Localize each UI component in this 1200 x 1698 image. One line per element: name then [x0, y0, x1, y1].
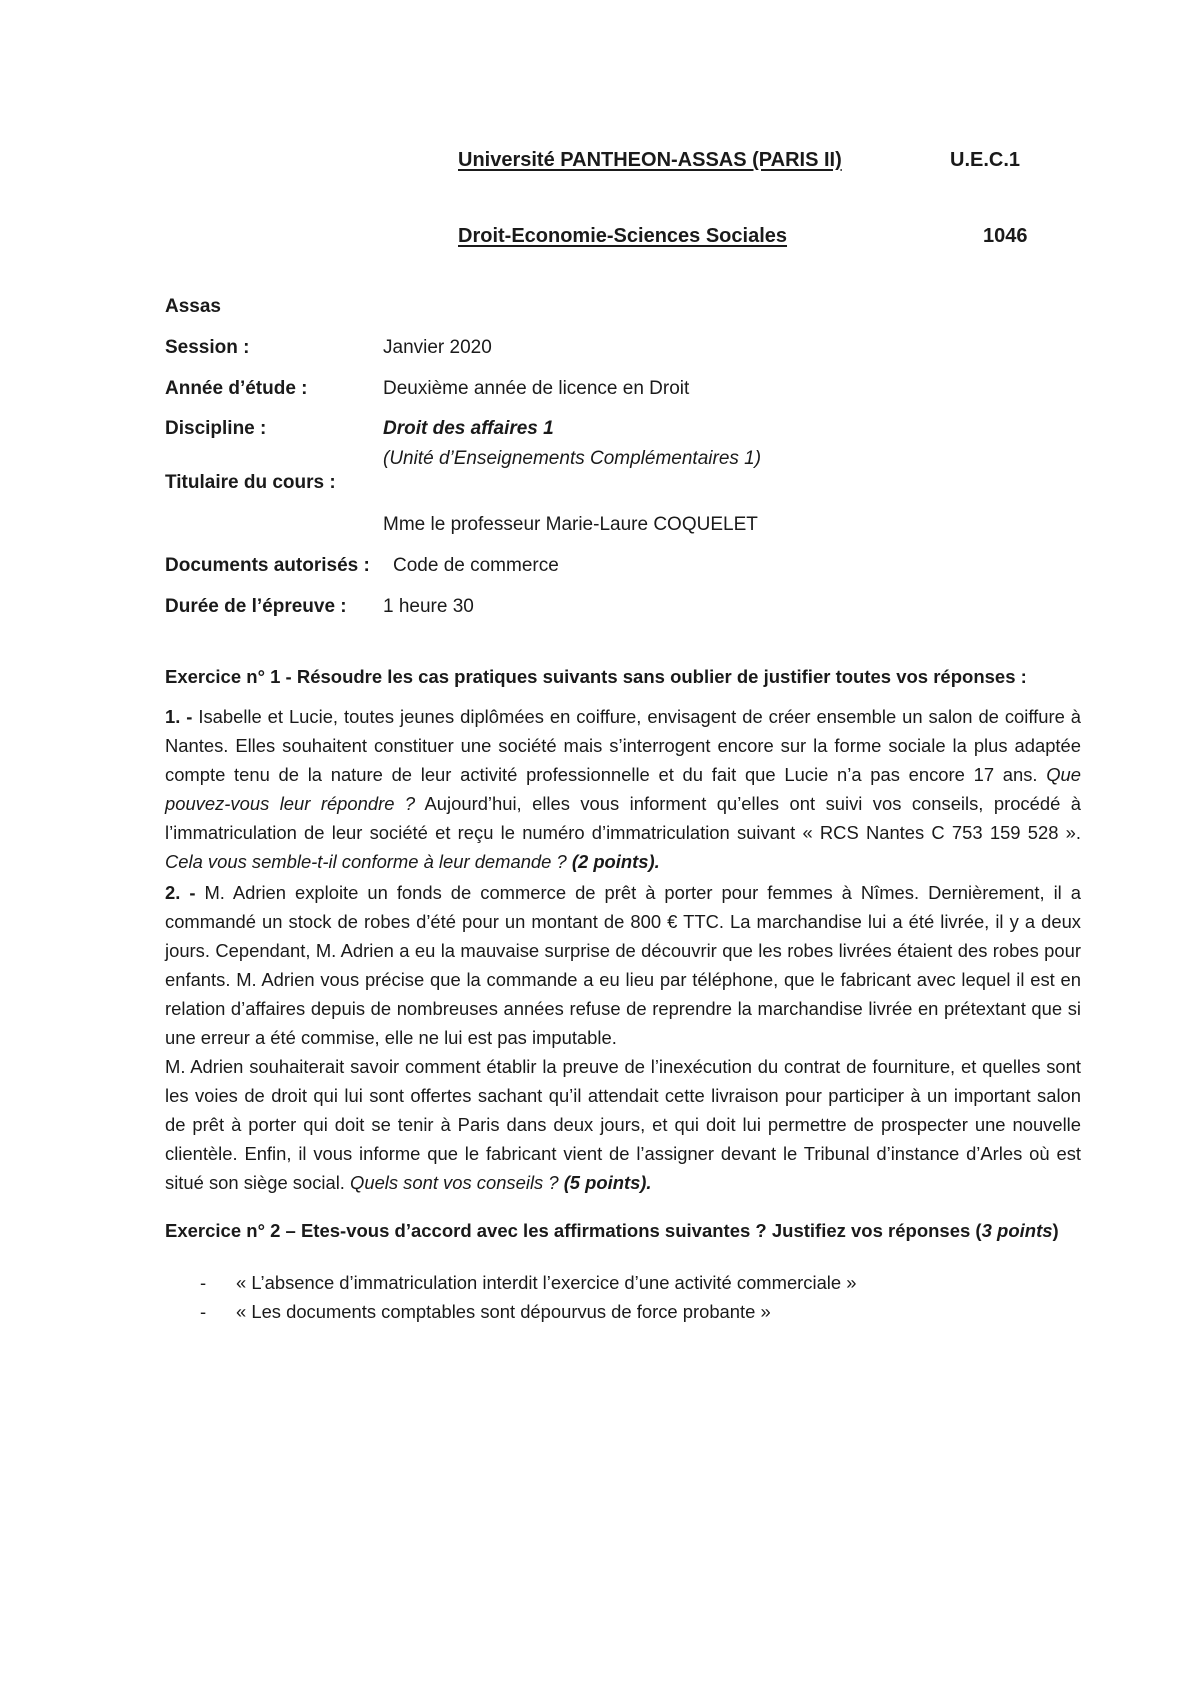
case-2-number: 2. - [165, 882, 196, 903]
duration-label: Durée de l’épreuve : [165, 596, 347, 617]
course-code: U.E.C.1 [950, 149, 1021, 171]
case-2-text: M. Adrien exploite un fonds de commerce de prêt à porter pour femmes à Nîmes. Dernièrement, il a commandé un stock de robes d’été pour un montant de 800 € TTC. La marchandise lui a été livrée, il y a deux jours. Cependant, M. Adrien a eu la mauvaise surprise de découvrir que les robes livrées étaient des robes pour enfants. M. Adrien vous précise que la commande a eu lieu par téléphone, que le fabricant avec lequel il est en relation d’affaires depuis de nombreuses années refuse de reprendre la marchandise livrée en prétextant que si une erreur a été commise, elle ne lui est pas imputable. [165, 882, 1081, 1048]
session-value: Janvier 2020 [383, 337, 492, 358]
teacher-value: Mme le professeur Marie-Laure COQUELET [383, 514, 758, 535]
exercise-2-title-text: Exercice n° 2 – Etes-vous d’accord avec les affirmations suivantes ? Justifiez vos réponses ( [165, 1220, 982, 1241]
case-1-question-b: Cela vous semble-t-il conforme à leur demande ? [165, 851, 567, 872]
exercise-2-title [165, 1220, 1059, 1242]
list-item [200, 1268, 856, 1297]
teacher-label: Titulaire du cours : [165, 472, 336, 493]
exercise-1-case-1 [165, 702, 1081, 876]
year-label: Année d’étude : [165, 378, 308, 399]
case-1-points: (2 points). [571, 851, 660, 872]
discipline-value: Droit des affaires 1 [383, 418, 554, 439]
case-1-text-a: Isabelle et Lucie, toutes jeunes diplômées en coiffure, envisagent de créer ensemble un salon de coiffure à Nantes. Elles souhaitent constituer une société mais s’interrogent encore sur la forme sociale la plus adaptée compte tenu de la nature de leur activité professionnelle et du fait que Lucie n’a pas encore 17 ans. [165, 706, 1081, 785]
discipline-label: Discipline : [165, 418, 267, 439]
documents-value: Code de commerce [393, 555, 559, 576]
case-1-text-b: Aujourd’hui, elles vous informent qu’elles ont suivi vos conseils, procédé à l’immatriculation de leur société et reçu le numéro d’immatriculation suivant « RCS Nantes C 753 159 528 ». [165, 793, 1081, 843]
duration-value: 1 heure 30 [383, 596, 474, 617]
case-2-points: (5 points). [563, 1172, 652, 1193]
campus-label: Assas [165, 296, 221, 317]
session-label: Session : [165, 337, 250, 358]
case-2-text-2: M. Adrien souhaiterait savoir comment établir la preuve de l’inexécution du contrat de fourniture, et quelles sont les voies de droit qui lui sont offertes sachant qu’il attendait cette livraison pour participer à un important salon de prêt à porter qui doit se tenir à Paris dans deux jours, et qui doit lui permettre de prospecter une nouvelle clientèle. Enfin, il vous informe que le fabricant vient de l’assigner devant le Tribunal d’instance d’Arles où est situé son siège social. [165, 1056, 1081, 1193]
list-item [200, 1297, 856, 1326]
exercise-2-points: 3 points [981, 1220, 1053, 1241]
documents-label: Documents autorisés : [165, 555, 370, 576]
faculty-name: Droit-Economie-Sciences Sociales [458, 225, 788, 247]
case-1-question-a: Que pouvez-vous leur répondre ? [165, 764, 1081, 814]
year-value: Deuxième année de licence en Droit [383, 378, 690, 399]
exercise-1-case-2 [165, 878, 1081, 1197]
case-2-question: Quels sont vos conseils ? [350, 1172, 559, 1193]
case-1-number: 1. - [165, 706, 193, 727]
bullet-dash: - [200, 1272, 207, 1293]
exam-number: 1046 [983, 225, 1028, 247]
bullet-dash: - [200, 1301, 207, 1322]
exercise-1-title: Exercice n° 1 - Résoudre les cas pratiques suivants sans oublier de justifier toutes vos réponses : [165, 666, 1027, 687]
university-name: Université PANTHEON-ASSAS (PARIS II) [458, 149, 842, 171]
statement-2: « Les documents comptables sont dépourvus de force probante » [236, 1301, 771, 1322]
statement-1: « L’absence d’immatriculation interdit l’exercice d’une activité commerciale » [236, 1272, 857, 1293]
statements-list [200, 1268, 856, 1326]
exercise-2-title-end: ) [1052, 1220, 1059, 1241]
discipline-subtitle: (Unité d’Enseignements Complémentaires 1) [383, 448, 762, 469]
